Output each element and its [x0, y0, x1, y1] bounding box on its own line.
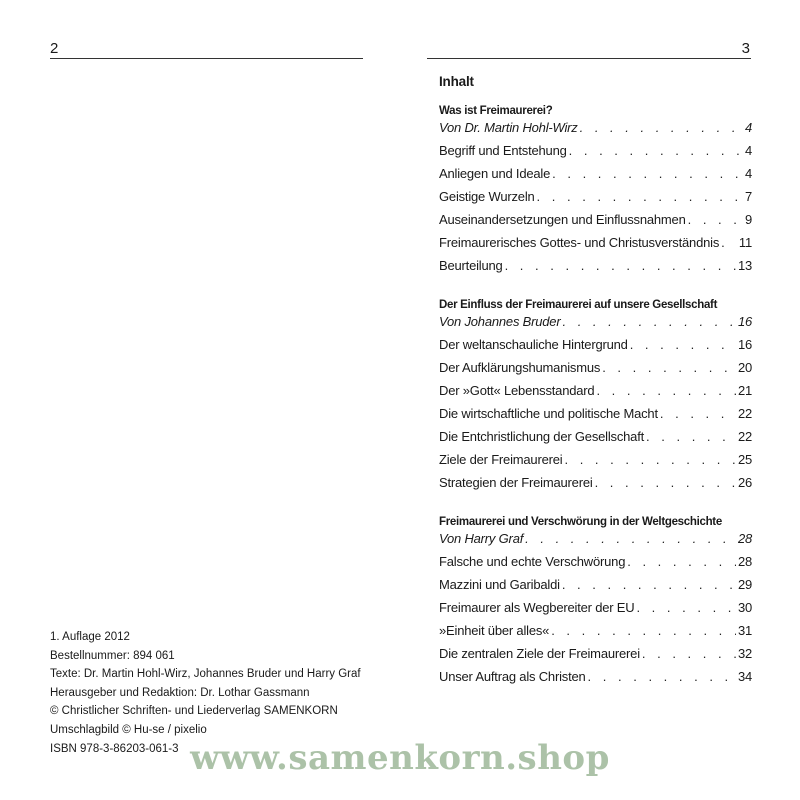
entry-text: Falsche und echte Verschwörung [439, 554, 626, 569]
toc-entry [439, 231, 752, 254]
page-ref: 22 [737, 429, 752, 444]
dot-leader [627, 550, 736, 573]
section-title: Was ist Freimaurerei? [439, 105, 553, 117]
toc-entry [439, 448, 752, 471]
dot-leader [562, 313, 735, 331]
dot-leader [630, 333, 736, 356]
entry-text: Die wirtschaftliche und politische Macht [439, 406, 658, 421]
dot-leader [562, 573, 736, 596]
entry-text: Mazzini und Garibaldi [439, 577, 560, 592]
author-name: Von Harry Graf [439, 531, 524, 546]
entry-text: Ziele der Freimaurerei [439, 452, 563, 467]
page-ref: 22 [737, 406, 752, 421]
dot-leader [642, 642, 736, 665]
section-author-entry [439, 313, 752, 333]
right-page-number: 3 [741, 40, 750, 57]
dot-leader [721, 231, 737, 254]
page-ref: 4 [744, 166, 752, 181]
toc-entry [439, 185, 752, 208]
dot-leader [595, 471, 736, 494]
page-ref: 32 [737, 646, 752, 661]
section-title: Freimaurerei und Verschwörung in der Weltgeschichte [439, 516, 722, 528]
left-header-rule [50, 58, 363, 59]
author-name: Von Johannes Bruder [439, 314, 561, 329]
page-ref: 31 [737, 623, 752, 638]
toc-entry [439, 550, 752, 573]
imprint-line: Herausgeber und Redaktion: Dr. Lothar Gassmann [50, 686, 310, 699]
entry-text: Begriff und Entstehung [439, 143, 567, 158]
toc-section [439, 514, 752, 688]
page-ref: 16 [737, 314, 752, 329]
entry-text: Der Aufklärungshumanismus [439, 360, 601, 375]
imprint-line: Bestellnummer: 894 061 [50, 649, 175, 662]
dot-leader [646, 425, 736, 448]
imprint-line: 1. Auflage 2012 [50, 631, 130, 643]
toc-entry [439, 379, 752, 402]
shop-watermark: www.samenkorn.shop [190, 738, 610, 778]
toc-entry [439, 162, 752, 185]
dot-leader [588, 665, 736, 688]
page-ref: 34 [737, 669, 752, 684]
toc-entry [439, 619, 752, 642]
toc-title: Inhalt [439, 74, 474, 89]
section-title: Der Einfluss der Freimaurerei auf unsere Gesellschaft [439, 299, 718, 311]
entry-text: Der »Gott« Lebensstandard [439, 383, 595, 398]
entry-text: Beurteilung [439, 258, 503, 273]
entry-text: Der weltanschauliche Hintergrund [439, 337, 628, 352]
toc-section [439, 103, 752, 277]
page-ref: 28 [737, 531, 752, 546]
table-of-contents [439, 74, 752, 708]
toc-entry [439, 596, 752, 619]
page-ref: 9 [744, 212, 752, 227]
toc-entry [439, 139, 752, 162]
entry-text: Anliegen und Ideale [439, 166, 551, 181]
entry-text: Freimaurerisches Gottes- und Christusverständnis [439, 235, 720, 250]
page-ref: 7 [744, 189, 752, 204]
toc-entry [439, 471, 752, 494]
imprint-line: Texte: Dr. Martin Hohl-Wirz, Johannes Bruder und Harry Graf [50, 668, 361, 681]
toc-entry [439, 425, 752, 448]
toc-entry [439, 665, 752, 688]
entry-text: Die Entchristlichung der Gesellschaft [439, 429, 645, 444]
page-ref: 4 [744, 143, 752, 158]
dot-leader [636, 596, 735, 619]
author-name: Von Dr. Martin Hohl-Wirz [439, 120, 578, 135]
page-ref: 11 [738, 235, 752, 250]
dot-leader [537, 185, 743, 208]
entry-text: Unser Auftrag als Christen [439, 669, 586, 684]
toc-entry [439, 333, 752, 356]
dot-leader [525, 530, 736, 548]
dot-leader [564, 448, 735, 471]
entry-text: »Einheit über alles« [439, 623, 550, 638]
entry-text: Strategien der Freimaurerei [439, 475, 593, 490]
toc-entry [439, 356, 752, 379]
page-ref: 29 [737, 577, 752, 592]
page-ref: 16 [737, 337, 752, 352]
toc-entry [439, 642, 752, 665]
dot-leader [505, 254, 736, 277]
toc-entry [439, 402, 752, 425]
page-ref: 20 [737, 360, 752, 375]
page-ref: 30 [737, 600, 752, 615]
entry-text: Geistige Wurzeln [439, 189, 535, 204]
section-author-entry [439, 119, 752, 139]
dot-leader [552, 162, 743, 185]
left-page-number: 2 [50, 40, 59, 57]
right-header-rule [427, 58, 751, 59]
page-ref: 25 [737, 452, 752, 467]
dot-leader [602, 356, 736, 379]
toc-entry [439, 573, 752, 596]
toc-section [439, 297, 752, 494]
imprint-line: © Christlicher Schriften- und Liederverlag SAMENKORN [50, 705, 338, 718]
entry-text: Freimaurer als Wegbereiter der EU [439, 600, 635, 615]
imprint-line: Umschlagbild © Hu-se / pixelio [50, 723, 207, 736]
dot-leader [596, 379, 736, 402]
toc-entry [439, 254, 752, 277]
section-author-entry [439, 530, 752, 550]
page-ref: 21 [737, 383, 752, 398]
dot-leader [569, 139, 743, 162]
toc-entry [439, 208, 752, 231]
dot-leader [580, 119, 743, 137]
dot-leader [688, 208, 743, 231]
imprint-line: ISBN 978-3-86203-061-3 [50, 742, 179, 755]
page-ref: 4 [744, 120, 752, 135]
page-ref: 13 [737, 258, 752, 273]
entry-text: Die zentralen Ziele der Freimaurerei [439, 646, 640, 661]
page-ref: 26 [737, 475, 752, 490]
entry-text: Auseinandersetzungen und Einflussnahmen [439, 212, 686, 227]
dot-leader [551, 619, 736, 642]
page-ref: 28 [737, 554, 752, 569]
dot-leader [660, 402, 736, 425]
